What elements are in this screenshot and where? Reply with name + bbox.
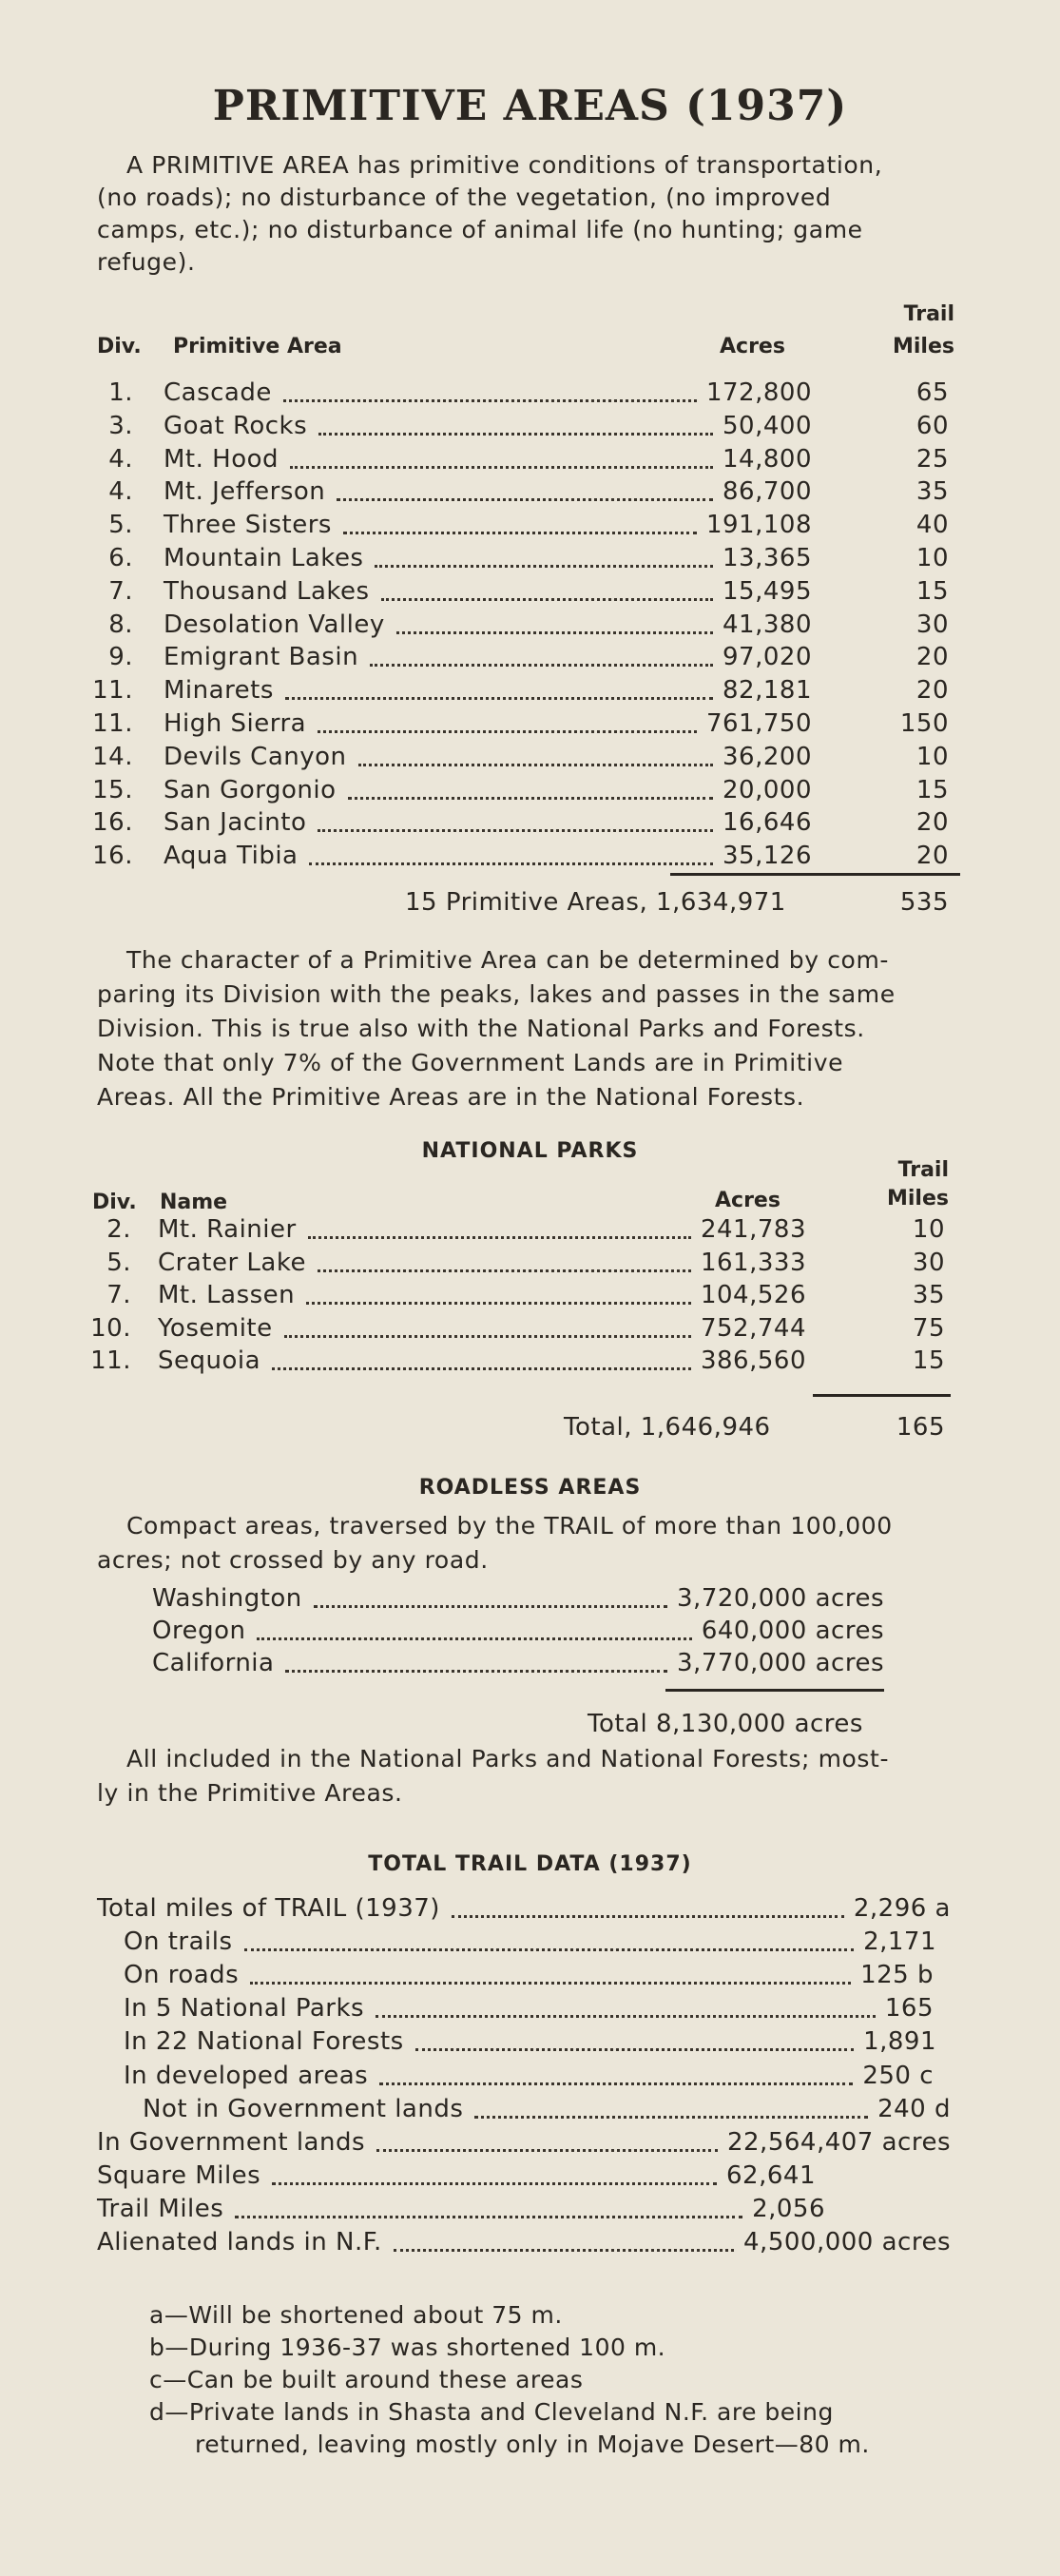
table-row	[0, 377, 1060, 409]
row-leader	[396, 631, 713, 634]
row-miles: 60	[915, 411, 949, 440]
character-line-1: The character of a Primitive Area can be determined by com-	[126, 946, 890, 974]
table-row	[0, 443, 1060, 475]
table-row	[0, 674, 1060, 707]
parks-header-trail: Trail	[897, 1158, 949, 1182]
table-row	[0, 1279, 1060, 1311]
table-row	[0, 575, 1060, 608]
footnote-a: a—Will be shortened about 75 m.	[149, 2301, 563, 2329]
col-header-area: Primitive Area	[173, 335, 342, 358]
row-name: Cascade	[164, 378, 272, 407]
row-label: Square Miles	[97, 2160, 261, 2190]
page-title: PRIMITIVE AREAS (1937)	[212, 82, 848, 130]
row-name: Mt. Rainier	[158, 1215, 297, 1244]
primitive-total-miles: 535	[899, 888, 949, 917]
roadless-total: Total 8,130,000 acres	[588, 1710, 863, 1738]
row-div: 10.	[90, 1313, 131, 1343]
table-row	[0, 1992, 1060, 2024]
table-row	[0, 410, 1060, 442]
col-header-acres: Acres	[720, 335, 785, 358]
roadless-intro-line-2: acres; not crossed by any road.	[97, 1546, 489, 1574]
row-acres: 35,126	[723, 842, 812, 871]
row-name: Thousand Lakes	[164, 576, 370, 606]
primitive-total-label: 15 Primitive Areas, 1,634,971	[405, 888, 786, 917]
table-row	[0, 2160, 1060, 2192]
table-row	[0, 2060, 1060, 2092]
row-leader	[318, 433, 713, 436]
row-div: 4.	[108, 444, 133, 474]
row-acres: 752,744	[700, 1313, 806, 1343]
roadless-total-row	[588, 1708, 987, 1740]
row-leader	[318, 730, 697, 733]
row-leader	[376, 2149, 718, 2152]
footnote-d-continued: returned, leaving mostly only in Mojave Desert—80 m.	[195, 2431, 870, 2458]
table-row	[0, 2093, 1060, 2125]
row-value: 1,891	[863, 2027, 936, 2057]
row-value: 62,641	[726, 2160, 816, 2190]
row-div: 1.	[108, 378, 133, 407]
row-name: Washington	[152, 1584, 302, 1613]
row-leader	[306, 1302, 691, 1305]
row-miles: 150	[899, 709, 949, 738]
parks-total-miles: 165	[896, 1413, 945, 1442]
row-miles: 30	[912, 1248, 945, 1277]
row-div: 16.	[92, 808, 133, 838]
col-header-div: Div.	[97, 335, 142, 358]
row-miles: 15	[915, 775, 949, 804]
character-line-4: Note that only 7% of the Government Lands are in Primitive	[97, 1049, 844, 1076]
table-row	[0, 1247, 1060, 1279]
row-acres: 761,750	[705, 709, 812, 738]
row-label: In 22 National Forests	[124, 2027, 404, 2057]
row-acres: 16,646	[723, 808, 812, 838]
row-value: 2,056	[752, 2194, 825, 2223]
row-leader	[381, 598, 713, 601]
row-value: 4,500,000 acres	[743, 2228, 951, 2256]
row-div: 11.	[90, 1346, 131, 1375]
row-name: Mountain Lakes	[164, 544, 364, 572]
row-label: Alienated lands in N.F.	[97, 2228, 382, 2256]
row-value: 250 c	[862, 2061, 934, 2090]
row-miles: 10	[915, 742, 949, 771]
table-row	[0, 2025, 1060, 2058]
row-leader	[290, 466, 713, 469]
row-leader	[337, 498, 713, 501]
row-div: 8.	[108, 610, 133, 639]
row-div: 7.	[108, 576, 133, 606]
row-div: 5.	[106, 1248, 131, 1277]
intro-line-1: A PRIMITIVE AREA has primitive conditions of transportation,	[126, 151, 883, 179]
table-row	[0, 475, 1060, 508]
row-miles: 35	[915, 477, 949, 507]
row-acres: 86,700	[723, 477, 812, 507]
character-line-2: paring its Division with the peaks, lakes and passes in the same	[97, 980, 896, 1008]
roadless-areas-heading: ROADLESS AREAS	[418, 1476, 642, 1500]
row-acres: 50,400	[723, 411, 812, 440]
row-div: 16.	[92, 842, 133, 871]
row-acres: 161,333	[700, 1248, 806, 1277]
parks-total-row	[0, 1411, 1060, 1443]
table-row	[0, 2193, 1060, 2225]
row-value: 165	[884, 1994, 934, 2024]
trail-data-heading: TOTAL TRAIL DATA (1937)	[368, 1852, 692, 1876]
row-miles: 20	[915, 676, 949, 706]
row-leader	[272, 1367, 691, 1370]
row-miles: 65	[915, 378, 949, 407]
row-miles: 20	[915, 808, 949, 838]
table-row	[0, 1312, 1060, 1345]
row-leader	[283, 399, 697, 402]
row-label: Not in Government lands	[143, 2094, 464, 2123]
national-parks-heading: NATIONAL PARKS	[421, 1139, 639, 1163]
parks-total-rule	[813, 1394, 951, 1397]
row-div: 15.	[92, 775, 133, 804]
row-label: In 5 National Parks	[124, 1994, 365, 2024]
row-label: On trails	[124, 1927, 233, 1957]
row-name: Three Sisters	[164, 511, 332, 540]
parks-header-div: Div.	[92, 1191, 137, 1214]
row-acres: 172,800	[705, 378, 812, 407]
row-leader	[318, 829, 713, 832]
col-header-trail: Trail	[903, 302, 954, 326]
row-leader	[318, 1269, 691, 1272]
table-row	[0, 774, 1060, 806]
row-miles: 20	[915, 842, 949, 871]
row-miles: 10	[915, 544, 949, 572]
row-div: 11.	[92, 709, 133, 738]
row-acres: 13,365	[723, 544, 812, 572]
row-name: California	[152, 1649, 275, 1677]
row-miles: 15	[915, 576, 949, 606]
row-value: 3,770,000 acres	[677, 1649, 884, 1677]
row-name: San Gorgonio	[164, 775, 337, 804]
row-miles: 20	[915, 643, 949, 672]
row-div: 11.	[92, 676, 133, 706]
row-div: 6.	[108, 544, 133, 572]
row-div: 2.	[106, 1215, 131, 1244]
parks-total-label: Total, 1,646,946	[564, 1413, 771, 1442]
row-miles: 10	[912, 1215, 945, 1244]
row-div: 9.	[108, 643, 133, 672]
row-label: Total miles of TRAIL (1937)	[97, 1894, 440, 1923]
roadless-note-line-2: ly in the Primitive Areas.	[97, 1779, 403, 1807]
row-acres: 36,200	[723, 742, 812, 771]
row-value: 240 d	[877, 2094, 951, 2123]
table-row	[0, 741, 1060, 773]
row-label: Trail Miles	[97, 2194, 224, 2223]
list-item	[0, 1647, 1060, 1679]
row-name: Mt. Lassen	[158, 1281, 296, 1309]
table-row	[0, 707, 1060, 740]
table-row	[0, 609, 1060, 641]
row-name: Emigrant Basin	[164, 643, 359, 672]
roadless-intro-line-1: Compact areas, traversed by the TRAIL of more than 100,000	[126, 1512, 893, 1540]
character-line-5: Areas. All the Primitive Areas are in the National Forests.	[97, 1083, 805, 1111]
row-leader	[348, 797, 714, 800]
list-item	[0, 1615, 1060, 1647]
table-row	[0, 509, 1060, 541]
row-name: Oregon	[152, 1617, 246, 1645]
row-acres: 15,495	[723, 576, 812, 606]
footnote-d: d—Private lands in Shasta and Cleveland N.F. are being	[149, 2398, 834, 2426]
row-miles: 40	[915, 511, 949, 540]
row-acres: 104,526	[700, 1281, 806, 1309]
row-miles: 75	[912, 1313, 945, 1343]
roadless-total-rule	[665, 1689, 884, 1692]
table-row	[0, 2226, 1060, 2258]
row-name: Yosemite	[158, 1313, 273, 1343]
row-div: 7.	[106, 1281, 131, 1309]
row-value: 125 b	[860, 1961, 934, 1990]
row-name: San Jacinto	[164, 808, 307, 838]
row-div: 5.	[108, 511, 133, 540]
row-div: 4.	[108, 477, 133, 507]
table-row	[0, 1345, 1060, 1377]
row-value: 3,720,000 acres	[677, 1584, 884, 1613]
row-acres: 82,181	[723, 676, 812, 706]
intro-line-3: camps, etc.); no disturbance of animal life (no hunting; game	[97, 216, 863, 243]
row-name: Goat Rocks	[164, 411, 308, 440]
parks-header-name: Name	[160, 1191, 228, 1214]
row-leader	[308, 1236, 691, 1239]
row-name: Minarets	[164, 676, 274, 706]
primitive-total-row	[0, 886, 1060, 919]
row-label: In developed areas	[124, 2061, 369, 2090]
row-acres: 191,108	[705, 511, 812, 540]
row-name: Mt. Jefferson	[164, 477, 326, 507]
table-row	[0, 806, 1060, 839]
row-acres: 241,783	[700, 1215, 806, 1244]
row-label: On roads	[124, 1961, 240, 1990]
parks-header-acres: Acres	[715, 1189, 781, 1212]
table-row	[0, 1213, 1060, 1246]
character-line-3: Division. This is true also with the National Parks and Forests.	[97, 1015, 865, 1042]
row-label: In Government lands	[97, 2127, 366, 2157]
row-leader	[375, 565, 713, 568]
row-name: Devils Canyon	[164, 742, 347, 771]
row-leader	[370, 664, 713, 667]
row-div: 14.	[92, 742, 133, 771]
roadless-note-line-1: All included in the National Parks and National Forests; most-	[126, 1745, 890, 1772]
footnote-c: c—Can be built around these areas	[149, 2366, 584, 2393]
row-leader	[309, 862, 713, 865]
table-row	[0, 1892, 1060, 1925]
row-acres: 20,000	[723, 775, 812, 804]
row-leader	[343, 532, 697, 534]
row-name: Crater Lake	[158, 1248, 306, 1277]
row-name: Mt. Hood	[164, 444, 279, 474]
row-miles: 30	[915, 610, 949, 639]
table-row	[0, 840, 1060, 872]
row-leader	[394, 2249, 734, 2252]
footnote-b: b—During 1936-37 was shortened 100 m.	[149, 2334, 666, 2361]
row-name: Aqua Tibia	[164, 842, 299, 871]
row-miles: 35	[912, 1281, 945, 1309]
row-value: 640,000 acres	[701, 1617, 884, 1645]
row-name: High Sierra	[164, 709, 307, 738]
row-value: 2,296 a	[853, 1894, 951, 1923]
row-acres: 386,560	[700, 1346, 806, 1375]
row-value: 2,171	[863, 1927, 936, 1957]
row-miles: 15	[912, 1346, 945, 1375]
row-div: 3.	[108, 411, 133, 440]
row-name: Sequoia	[158, 1346, 261, 1375]
row-miles: 25	[915, 444, 949, 474]
row-value: 22,564,407 acres	[726, 2127, 951, 2157]
table-row	[0, 1959, 1060, 1991]
row-leader	[358, 764, 714, 766]
table-row	[0, 1926, 1060, 1958]
row-leader	[285, 697, 713, 700]
intro-line-4: refuge).	[97, 248, 196, 276]
row-acres: 14,800	[723, 444, 812, 474]
parks-header-miles: Miles	[887, 1187, 949, 1211]
table-row	[0, 2126, 1060, 2159]
row-leader	[284, 1335, 691, 1338]
row-name: Desolation Valley	[164, 610, 385, 639]
table-row	[0, 542, 1060, 574]
row-acres: 97,020	[723, 643, 812, 672]
intro-line-2: (no roads); no disturbance of the vegetation, (no improved	[97, 184, 832, 211]
total-rule	[670, 873, 960, 876]
row-acres: 41,380	[723, 610, 812, 639]
list-item	[0, 1582, 1060, 1615]
col-header-miles: Miles	[893, 335, 954, 358]
table-row	[0, 641, 1060, 673]
